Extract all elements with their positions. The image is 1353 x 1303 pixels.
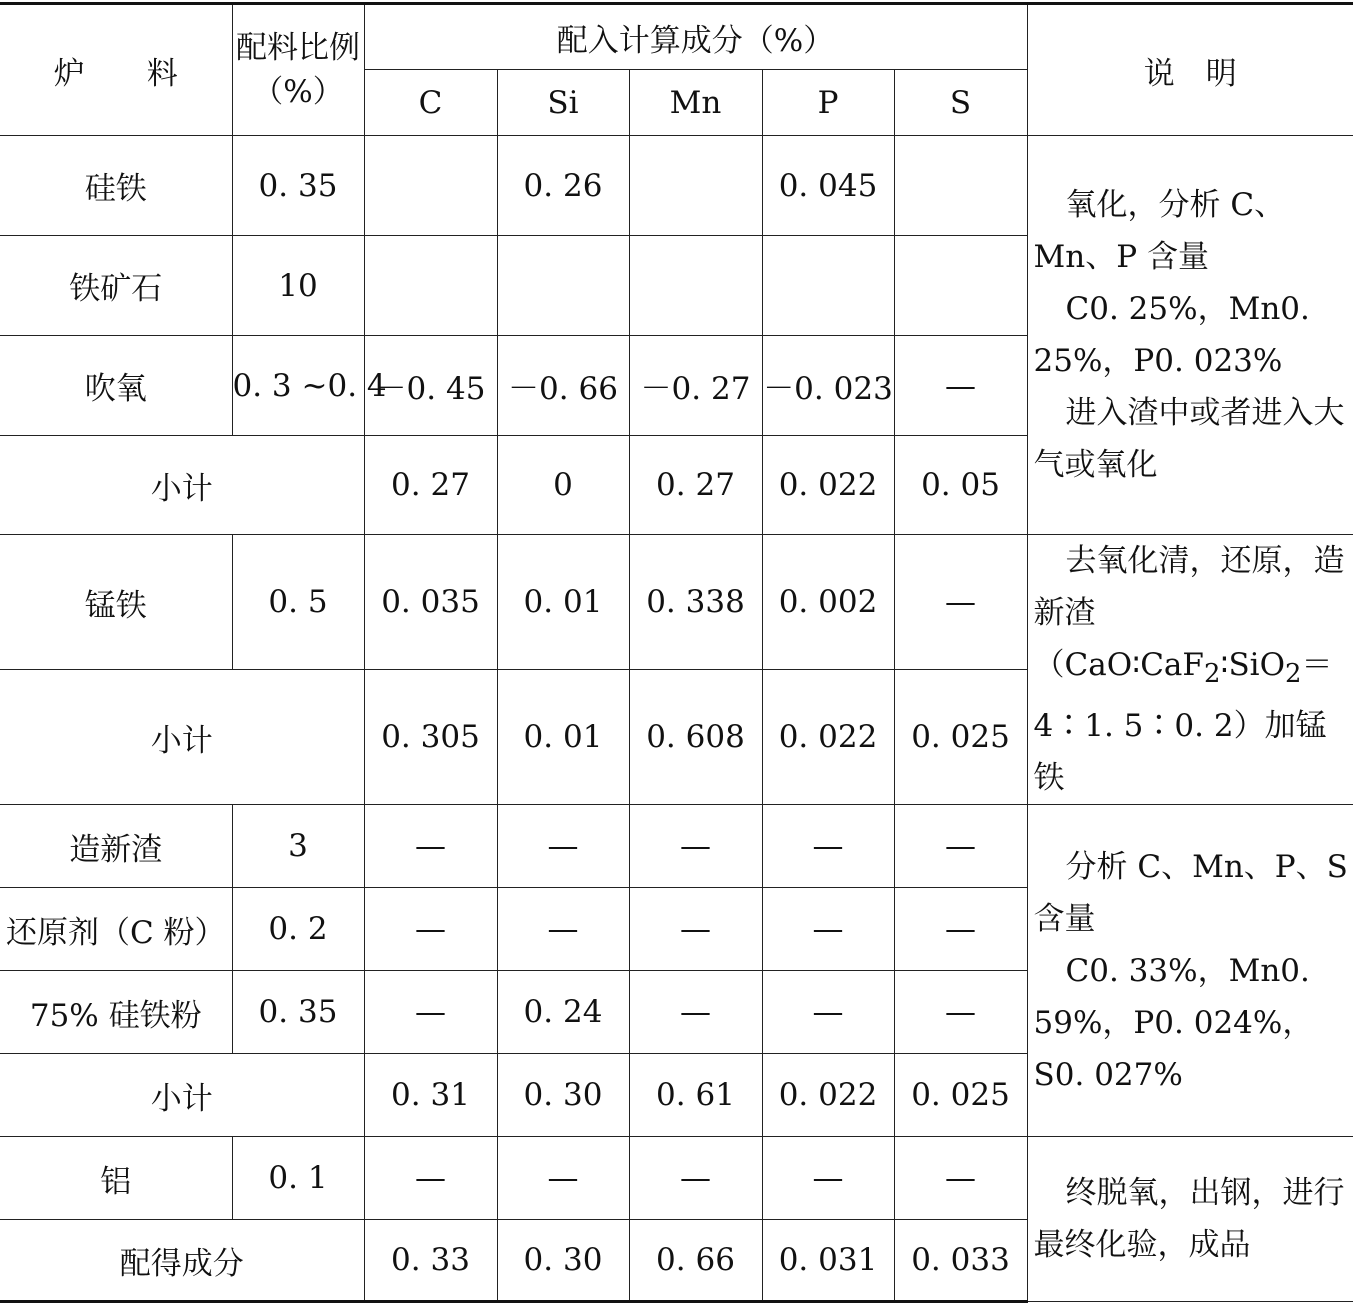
c-cell: 0. 305	[364, 670, 497, 805]
material-cell: 75% 硅铁粉	[0, 971, 232, 1054]
note-line: 分析 C、Mn、P、S 含量	[1033, 848, 1348, 937]
note-text: ∶SiO	[1220, 647, 1286, 683]
mn-cell: —	[629, 805, 762, 888]
header-note: 说 明	[1027, 4, 1353, 136]
subtotal-label: 小计	[0, 436, 364, 535]
subscript: 2	[1203, 659, 1221, 690]
mn-cell: —	[629, 888, 762, 971]
s-cell: —	[894, 971, 1027, 1054]
ratio-cell: 3	[232, 805, 364, 888]
note-stage2	[1027, 535, 1353, 805]
header-element-mn: Mn	[629, 70, 762, 136]
c-cell: 0. 33	[364, 1220, 497, 1302]
s-cell: —	[894, 805, 1027, 888]
s-cell: 0. 033	[894, 1220, 1027, 1302]
ratio-cell: 0. 3 ~0. 4	[232, 336, 364, 436]
subtotal-label: 小计	[0, 1054, 364, 1137]
material-cell: 铁矿石	[0, 236, 232, 336]
table-row	[0, 535, 1353, 670]
p-cell: －0. 023	[762, 336, 894, 436]
ratio-cell: 0. 35	[232, 136, 364, 236]
si-cell: 0. 26	[497, 136, 629, 236]
mn-cell: 0. 338	[629, 535, 762, 670]
note-line: C0. 33%，Mn0. 59%，P0. 024%，S0. 027%	[1033, 952, 1314, 1093]
s-cell: 0. 025	[894, 1054, 1027, 1137]
material-cell: 硅铁	[0, 136, 232, 236]
s-cell	[894, 236, 1027, 336]
material-cell: 锰铁	[0, 535, 232, 670]
header-element-si: Si	[497, 70, 629, 136]
header-ratio-line2: （%）	[252, 74, 344, 110]
c-cell	[364, 136, 497, 236]
s-cell: 0. 025	[894, 670, 1027, 805]
c-cell: —	[364, 1137, 497, 1220]
header-ratio	[232, 4, 364, 136]
note-stage3	[1027, 805, 1353, 1137]
p-cell: —	[762, 805, 894, 888]
material-cell: 吹氧	[0, 336, 232, 436]
p-cell: 0. 022	[762, 670, 894, 805]
final-composition-label: 配得成分	[0, 1220, 364, 1302]
si-cell: —	[497, 805, 629, 888]
c-cell: —	[364, 888, 497, 971]
ratio-cell: 0. 2	[232, 888, 364, 971]
s-cell: 0. 05	[894, 436, 1027, 535]
c-cell: 0. 27	[364, 436, 497, 535]
si-cell: 0. 24	[497, 971, 629, 1054]
si-cell: —	[497, 1137, 629, 1220]
c-cell	[364, 236, 497, 336]
header-material: 炉 料	[0, 4, 232, 136]
header-calc: 配入计算成分（%）	[364, 4, 1027, 70]
p-cell: —	[762, 971, 894, 1054]
mn-cell: 0. 27	[629, 436, 762, 535]
s-cell: —	[894, 1137, 1027, 1220]
material-cell: 还原剂（C 粉）	[0, 888, 232, 971]
ratio-cell: 10	[232, 236, 364, 336]
s-cell: —	[894, 535, 1027, 670]
si-cell: －0. 66	[497, 336, 629, 436]
si-cell: 0	[497, 436, 629, 535]
material-cell: 铝	[0, 1137, 232, 1220]
mn-cell: —	[629, 971, 762, 1054]
table-row	[0, 805, 1353, 888]
note-stage4	[1027, 1137, 1353, 1302]
p-cell: 0. 002	[762, 535, 894, 670]
si-cell: 0. 30	[497, 1220, 629, 1302]
smelting-batch-table	[0, 2, 1353, 1303]
c-cell: 0. 31	[364, 1054, 497, 1137]
material-cell: 造新渣	[0, 805, 232, 888]
c-cell: －0. 45	[364, 336, 497, 436]
s-cell	[894, 136, 1027, 236]
header-element-p: P	[762, 70, 894, 136]
note-line	[1034, 535, 1350, 804]
si-cell: 0. 01	[497, 670, 629, 805]
p-cell: 0. 031	[762, 1220, 894, 1302]
s-cell: —	[894, 888, 1027, 971]
mn-cell	[629, 136, 762, 236]
mn-cell: 0. 61	[629, 1054, 762, 1137]
mn-cell: 0. 66	[629, 1220, 762, 1302]
mn-cell: 0. 608	[629, 670, 762, 805]
ratio-cell: 0. 35	[232, 971, 364, 1054]
ratio-cell: 0. 1	[232, 1137, 364, 1220]
note-stage1	[1027, 136, 1353, 535]
note-line: 氧化，分析 C、Mn、P 含量	[1033, 187, 1286, 275]
header-element-s: S	[894, 70, 1027, 136]
ratio-cell: 0. 5	[232, 535, 364, 670]
p-cell: —	[762, 1137, 894, 1220]
table-row	[0, 1137, 1353, 1220]
note-text: ＝4∶1. 5∶0. 2）加锰铁	[1033, 647, 1333, 797]
p-cell: —	[762, 888, 894, 971]
header-element-c: C	[364, 70, 497, 136]
note-text: 去氧化清，还原，造新渣（CaO∶CaF	[1033, 543, 1345, 683]
si-cell: —	[497, 888, 629, 971]
mn-cell: －0. 27	[629, 336, 762, 436]
si-cell: 0. 01	[497, 535, 629, 670]
subtotal-label: 小计	[0, 670, 364, 805]
subscript: 2	[1285, 659, 1302, 690]
p-cell: 0. 022	[762, 436, 894, 535]
mn-cell	[629, 236, 762, 336]
si-cell	[497, 236, 629, 336]
si-cell: 0. 30	[497, 1054, 629, 1137]
c-cell: 0. 035	[364, 535, 497, 670]
note-line: 进入渣中或者进入大气或氧化	[1033, 395, 1345, 483]
note-line: 终脱氧，出钢，进行最终化验，成品	[1033, 1175, 1345, 1264]
p-cell	[762, 236, 894, 336]
s-cell: —	[894, 336, 1027, 436]
p-cell: 0. 045	[762, 136, 894, 236]
note-line: C0. 25%，Mn0. 25%，P0. 023%	[1033, 291, 1310, 379]
table-row	[0, 136, 1353, 236]
mn-cell: —	[629, 1137, 762, 1220]
p-cell: 0. 022	[762, 1054, 894, 1137]
header-ratio-line1: 配料比例	[236, 30, 360, 66]
c-cell: —	[364, 971, 497, 1054]
c-cell: —	[364, 805, 497, 888]
